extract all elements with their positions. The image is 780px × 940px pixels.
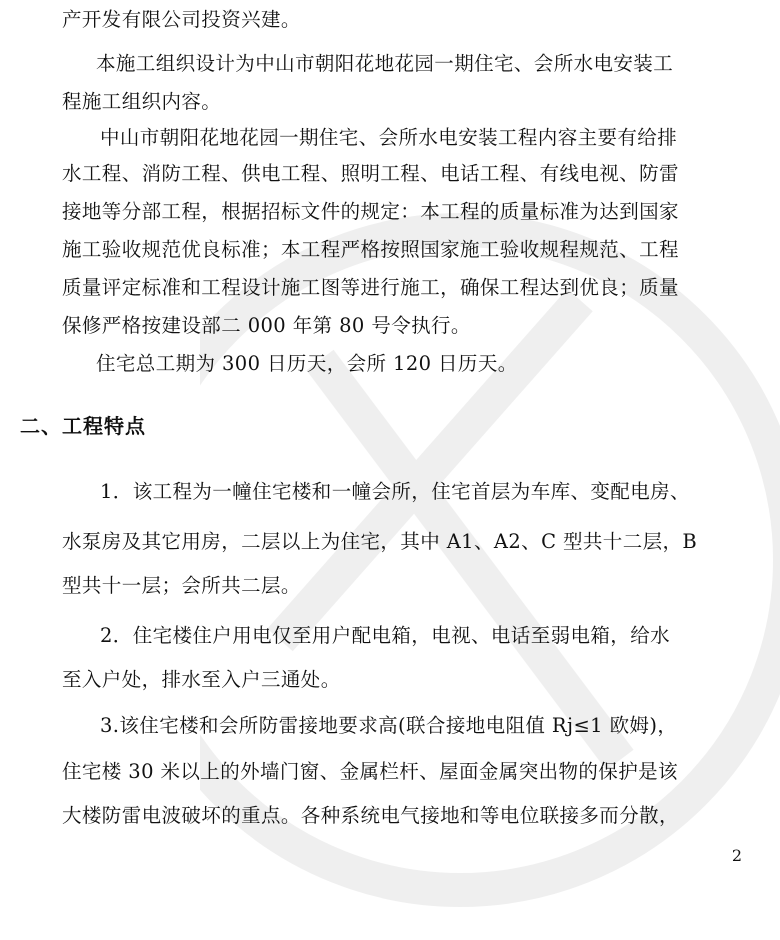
list-item-line: 2．住宅楼住户用电仅至用户配电箱，电视、电话至弱电箱，给水	[100, 624, 671, 647]
list-item-line: 住宅楼 30 米以上的外墙门窗、金属栏杆、屋面金属突出物的保护是该	[62, 760, 678, 783]
list-item-line: 大楼防雷电波破坏的重点。各种系统电气接地和等电位联接多而分散，	[62, 804, 679, 827]
paragraph-line: 质量评定标准和工程设计施工图等进行施工，确保工程达到优良；质量	[62, 276, 679, 299]
page-number: 2	[731, 846, 742, 865]
list-item-line: 型共十一层；会所共二层。	[62, 574, 301, 597]
section-heading: 二、工程特点	[20, 414, 146, 438]
paragraph-line: 中山市朝阳花地花园一期住宅、会所水电安装工程内容主要有给排	[100, 126, 678, 149]
list-item-line: 水泵房及其它用房，二层以上为住宅，其中 A1、A2、C 型共十二层，B	[62, 530, 698, 553]
paragraph-line: 保修严格按建设部二 000 年第 80 号令执行。	[62, 314, 471, 337]
paragraph-line: 水工程、消防工程、供电工程、照明工程、电话工程、有线电视、防雷	[62, 162, 679, 185]
paragraph-line: 本施工组织设计为中山市朝阳花地花园一期住宅、会所水电安装工	[96, 52, 674, 75]
paragraph-line: 施工验收规范优良标准；本工程严格按照国家施工验收规程规范、工程	[62, 238, 679, 261]
paragraph-line: 住宅总工期为 300 日历天，会所 120 日历天。	[96, 352, 518, 375]
paragraph-line: 程施工组织内容。	[62, 90, 222, 113]
paragraph-line: 产开发有限公司投资兴建。	[62, 8, 301, 31]
paragraph-line: 接地等分部工程，根据招标文件的规定：本工程的质量标准为达到国家	[62, 200, 679, 223]
list-item-line: 3.该住宅楼和会所防雷接地要求高(联合接地电阻值 Rj≤1 欧姆)，	[100, 714, 678, 737]
list-item-line: 至入户处，排水至入户三通处。	[62, 668, 341, 691]
list-item-line: 1．该工程为一幢住宅楼和一幢会所，住宅首层为车库、变配电房、	[100, 480, 690, 503]
